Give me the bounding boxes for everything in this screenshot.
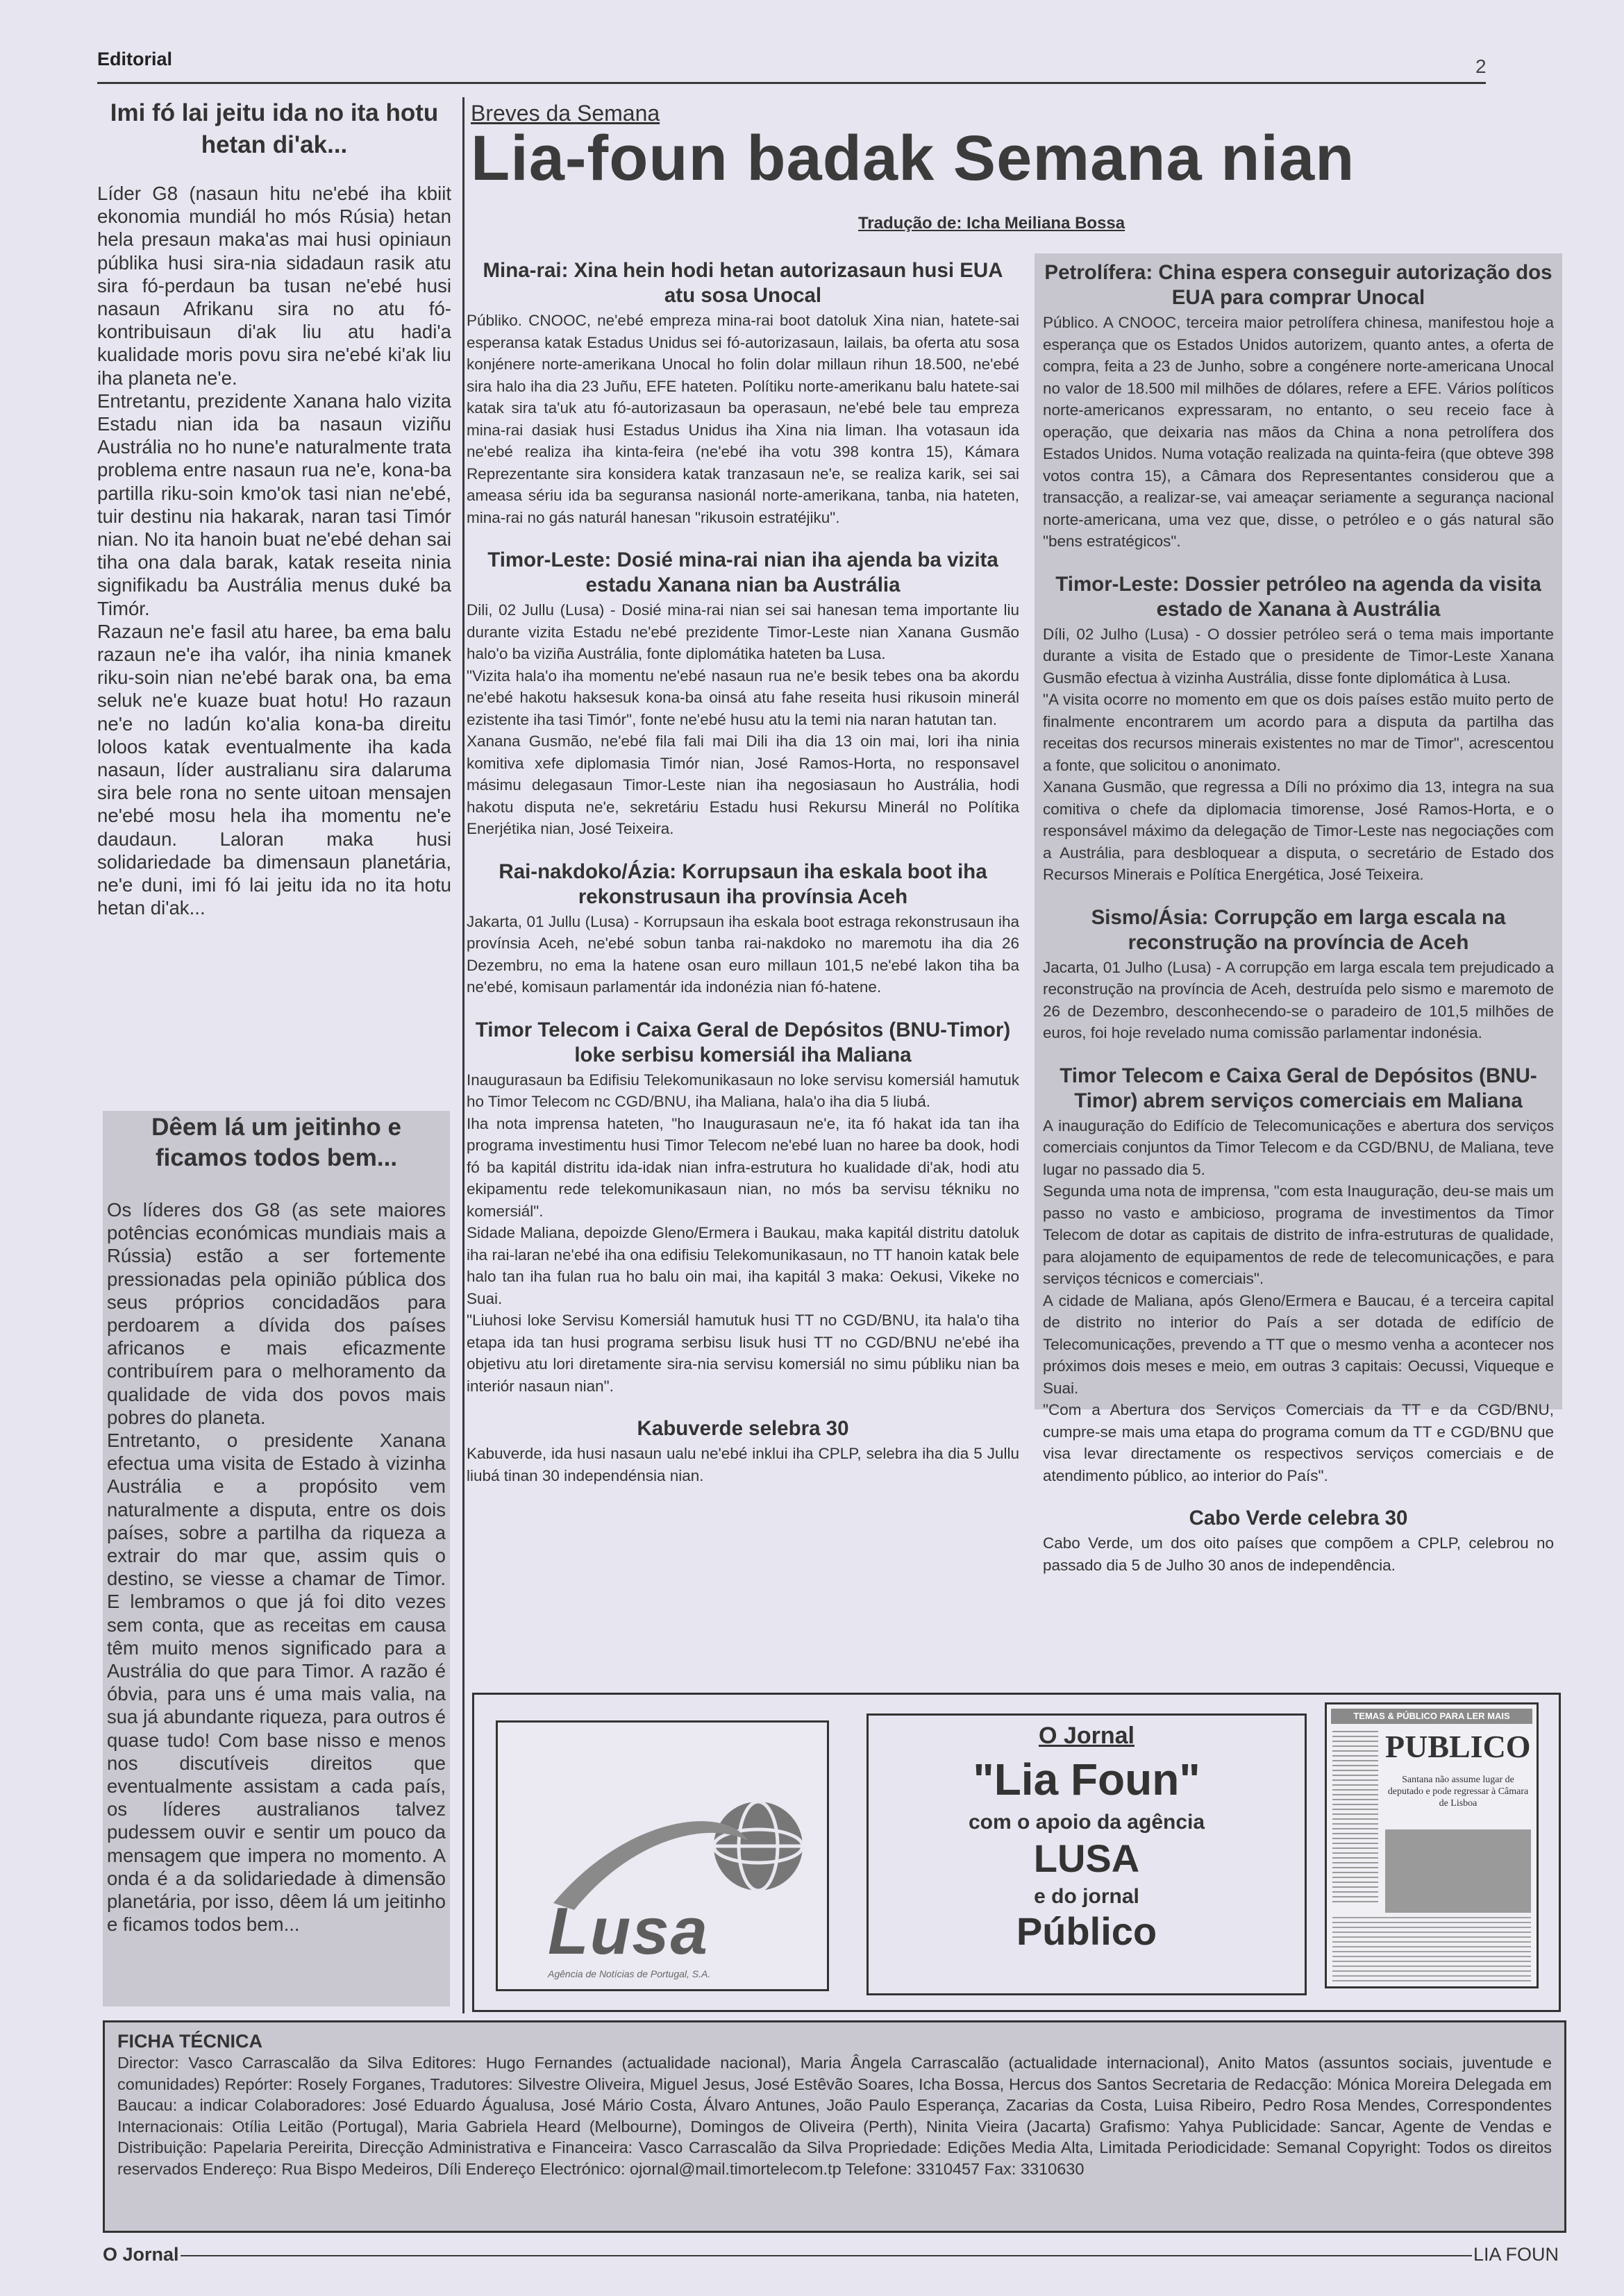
lusa-wordmark: Lusa: [548, 1894, 710, 1968]
ficha-tecnica: [103, 2020, 1566, 2233]
news-title: Timor Telecom i Caixa Geral de Depósitos (BNU-Timor) loke serbisu komersiál iha Maliana: [475, 1018, 1011, 1066]
footer-left: O Jornal: [103, 2244, 179, 2265]
paragraph: "Liuhosi loke Servisu Komersiál hamutuk husi TT no CGD/BNU, ita hala'o tiha etapa ida tan husi programa serbisu lisuk husi TT no CGD/BNU ne'ebé iha objetivu atu lori diretamente sira-nia servisu komersiál no simu públiku nian ba interiór nasaun nian".: [467, 1312, 1019, 1395]
news-column-pt: [1035, 253, 1562, 1574]
editorial-pt-title: Dêem lá um jeitinho e ficamos todos bem...: [151, 1114, 401, 1171]
paragraph: Entretanto, o presidente Xanana efectua uma visita de Estado à vizinha Austrália e a propósito vem naturalmente a disputa, entre os dois países, sobre a partilha da riqueza a extrair do mar que, assim quis o destino, se viesse a chamar de Timor. E lembramos o que já foi dito vezes sem conta, que as receitas em causa têm muito menos significado para a Austrália do que para Timor. A razão é óbvia, para uns é uma mais valia, na sua já abundante riqueza, para outros é quase tudo! Com base nisso e menos nos discutíveis direitos que eventualmente assistam a cada país, os líderes australianos talvez pudessem ouvir e sentir um pouco da mensagem que impera no momento. A onda é a da solidariedade à dimensão planetária, por isso, dêem lá um jeitinho e ficamos todos bem...: [107, 1430, 446, 1936]
news-item: [467, 258, 1019, 528]
jornal-kicker: O Jornal: [1039, 1723, 1135, 1749]
paragraph: Dili, 02 Jullu (Lusa) - Dosié mina-rai nian sei sai hanesan tema importante liu durante vizita Estadu ne'ebé prezidente Timor-Leste nian Xanana Gusmão halo'o ba viziña Austrália, fonte diplomátika hateten ba Lusa.: [467, 601, 1019, 662]
news-title: Petrolífera: China espera conseguir autorização dos EUA para comprar Unocal: [1044, 261, 1552, 309]
editorial-pt-body: [107, 1198, 446, 1936]
header-rule: [97, 82, 1486, 84]
editorial-pt: [103, 1111, 450, 2006]
paragraph: Razaun ne'e fasil atu haree, ba ema balu razaun ne'e iha valór, iha ninia kmanek riku-soin nian ne'ebé barak ona, ba ema seluk ne'e kuaze buat hotu! Ho razaun ne'e no ladún ko'alia kona-ba direitu loloos katak eventualmente iha kada nasaun, líder australianu sira dalaruma sira bele rona no sente uitoan mensajen ne'ebé mosu hela iha momentu ne'e daudaun. Laloran maka husi solidariedade ba dimensaun planetária, ne'e duni, imi fó lai jeitu ida no ita hotu hetan di'ak...: [97, 620, 451, 919]
paragraph: Xanana Gusmão, que regressa a Díli no próximo dia 13, integra na sua comitiva o chefe da diplomacia timorense, José Ramos-Horta, e o responsável máximo da delegação de Timor-Leste nas negociações com a Austrália, para desbloquear a disputa, o secretário de Estado dos Recursos Minerais e Política Energética, José Teixeira.: [1043, 778, 1554, 883]
paragraph: Cabo Verde, um dos oito países que compõem a CPLP, celebrou no passado dia 5 de Julho 30 anos de independência.: [1043, 1534, 1554, 1574]
jornal-box: [867, 1713, 1307, 1995]
thumb-masthead: PUBLICO: [1385, 1729, 1531, 1764]
footer-right: LIA FOUN: [1473, 2244, 1559, 2265]
paragraph: Entretantu, prezidente Xanana halo vizita Estadu nian ida ba nasaun viziñu Austrália no ho nune'e naturalmente trata problema entre nasaun rua ne'e, kona-ba partilla riku-soin kmo'ok tasi nian ne'ebé, tuir destinu nia hakarak, naran tasi Timór nian. No ita hanoin buat ne'ebé dehan sai tiha ona dala barak, katak reseita ninia signifikadu ba Austrália menus duké ba Timór.: [97, 389, 451, 619]
news-column-tetum: [467, 258, 1019, 1506]
news-item: [467, 1018, 1019, 1398]
jornal-line2: e do jornal: [1034, 1885, 1139, 1908]
lusa-logo-box: [496, 1720, 829, 1991]
jornal-paper: Público: [1016, 1909, 1157, 1953]
news-item: [467, 1416, 1019, 1486]
paragraph: Iha nota imprensa hateten, "ho Inaugurasaun ne'e, ita fó hakat ida tan iha programa investimentu husi Timor Telecom ne'ebé luan no haree ba dook, hodi fó ba kapitál distritu ida-idak nian infra-estrutura ho kualidade di'ak, hodi atu ekipamentu rede telekomunikasaun nian, no mós ba servisu tékniku no komersiál".: [467, 1114, 1019, 1220]
paragraph: "Com a Abertura dos Serviços Comerciais da TT e da CGD/BNU, cumpre-se mais uma etapa do programa comum da TT e CGD/BNU que visa levar directamente os respectivos serviços comerciais e de atendimento público, ao interior do País".: [1043, 1401, 1554, 1484]
news-title: Cabo Verde celebra 30: [1189, 1507, 1408, 1530]
page-headline: Lia-foun badak Semana nian: [471, 123, 1355, 194]
section-label: Editorial: [97, 49, 173, 69]
news-item: [1043, 1506, 1554, 1576]
translation-credit: Tradução de: Icha Meiliana Bossa: [858, 214, 1125, 233]
news-item: [1043, 572, 1554, 886]
paragraph: Públiko. CNOOC, ne'ebé empreza mina-rai boot datoluk Xina nian, hatete-sai esperansa katak Estadus Unidus sei fó-autorizasaun, lailais, ba oferta atu sosa konjénere norte-amerikana Unocal ho folin dolar millaun rihun 18.500, ne'ebé sira halo iha dia 23 Juñu, EFE hateten. Polítiku norte-amerikanu balu hatete-sai katak sira ta'uk atu fó-autorizasaun ba operasaun, ne'ebé bele tau empreza mina-rai dasiak husi Estadus Unidus iha Xina nia liman. Iha votasaun ida ne'ebé realiza iha kinta-feira (ne'ebé iha votu 398 kontra 15), Kámara Reprezentante sira konsidera katak tranzasaun ne'e, se realiza karik, sei sai ameasa sériu ida ba seguransa nasionál norte-amerikana, tanba, nia hateten, mina-rai no gás naturál hanesan "rikusoin estratéjiku".: [467, 312, 1019, 526]
thumb-column-text: [1332, 1731, 1378, 1904]
news-title: Mina-rai: Xina hein hodi hetan autorizasaun husi EUA atu sosa Unocal: [483, 259, 1003, 307]
paragraph: Xanana Gusmão, ne'ebé fila fali mai Dili iha dia 13 oin mai, lori iha ninia komitiva xefe diplomasia Timór nian, José Ramos-Horta, no responsavel másimu delegasaun Timor-Leste nian iha negosiasaun ho Austrália, hodi hakotu disputa ne'e, sekretáriu Estadu husi Rekursu Minerál no Polítika Enerjétika nian, José Teixeira.: [467, 732, 1019, 837]
paragraph: Kabuverde, ida husi nasaun ualu ne'ebé inklui iha CPLP, selebra iha dia 5 Jullu liubá tinan 30 independénsia nian.: [467, 1445, 1019, 1484]
thumb-photo: [1385, 1829, 1531, 1913]
footer-rule: [181, 2255, 1472, 2256]
paragraph: Sidade Maliana, depoizde Gleno/Ermera i Baukau, maka kapitál distritu datoluk iha rai-laran ne'ebé iha ona edifisiu Telekomunikasaun, no TT hanoin katak bele halo tan iha fulan rua ho balu oin mai, iha kapitál 3 maka: Oekusi, Vikeke no Suai.: [467, 1224, 1019, 1307]
jornal-line1: com o apoio da agência: [968, 1811, 1205, 1834]
paragraph: "Vizita hala'o iha momentu ne'ebé nasaun rua ne'e besik tebes ona ba akordu ne'ebé hakotu haksesuk kona-ba oinsá atu fahe reseita husi rikusoin minerál ezistente iha tasi Timór", fonte ne'ebé husu atu la temi nia naran hatutan tan.: [467, 667, 1019, 728]
paragraph: Jacarta, 01 Julho (Lusa) - A corrupção em larga escala tem prejudicado a reconstrução na província de Aceh, destruída pelo sismo e maremoto de 26 de Dezembro, desconhecendo-se o paradeiro de 101,5 milhões de euros, foi hoje revelado numa comissão parlamentar indonésia.: [1043, 958, 1554, 1041]
page-number: 2: [1475, 56, 1487, 77]
editorial-tetum-title: Imi fó lai jeitu ida no ita hotu hetan di'ak...: [110, 99, 439, 158]
news-title: Timor-Leste: Dosié mina-rai nian iha ajenda ba vizita estadu Xanana nian ba Austrália: [487, 548, 998, 596]
ficha-title: FICHA TÉCNICA: [117, 2031, 262, 2052]
editorial-tetum-body: [97, 182, 451, 920]
thumb-headline: Santana não assume lugar de deputado e pode regressar à Câmara de Lisboa: [1387, 1775, 1529, 1809]
lusa-tagline: Agência de Notícias de Portugal, S.A.: [548, 1968, 711, 1979]
thumb-banner: TEMAS & PÚBLICO PARA LER MAIS: [1331, 1709, 1532, 1724]
paragraph: A inauguração do Edifício de Telecomunicações e abertura dos serviços comerciais conjuntos da Timor Telecom e da CGD/BNU, de Maliana, teve lugar no passado dia 5.: [1043, 1116, 1554, 1178]
jornal-name: "Lia Foun": [973, 1754, 1200, 1804]
news-title: Kabuverde selebra 30: [637, 1417, 849, 1440]
news-title: Timor Telecom e Caixa Geral de Depósitos (BNU-Timor) abrem serviços comerciais em Maliana: [1060, 1064, 1537, 1112]
paragraph: Inaugurasaun ba Edifisiu Telekomunikasaun no loke servisu komersiál hamutuk ho Timor Telecom nc CGD/BNU, iha Maliana, hala'o iha dia 5 liubá.: [467, 1071, 1019, 1110]
paragraph: Público. A CNOOC, terceira maior petrolífera chinesa, manifestou hoje a esperança que os Estados Unidos autorizem, quanto antes, a oferta de compra, feita a 23 de Junho, sobre a congénere norte-americana Unocal no valor de 18.500 mil milhões de dólares, refere a EFE. Vários políticos norte-americanos expressaram, no entanto, o seu receio face à operação, que deixaria nas mãos da China a nona petrolífera dos Estados Unidos. Numa votação realizada na quinta-feira (que obteve 398 votos contra 15), a Câmara dos Representantes considerou que a transacção, a realizar-se, vai ameaçar seriamente a segurança nacional norte-americana, uma vez que, disse, o petróleo e o gás natural são "bens estratégicos".: [1043, 314, 1554, 550]
news-title: Rai-nakdoko/Ázia: Korrupsaun iha eskala boot iha rekonstrusaun iha provínsia Aceh: [499, 860, 987, 908]
column-rule: [462, 97, 464, 2013]
news-item: [467, 860, 1019, 998]
news-item: [1043, 1064, 1554, 1487]
paragraph: "A visita ocorre no momento em que os dois países estão muito perto de finalmente encontrarem um acordo para a disputa da partilha das receitas dos recursos minerais existentes no mar de Timor", acrescentou a fonte, que solicitou o anonimato.: [1043, 691, 1554, 774]
thumb-body-text: [1332, 1917, 1531, 1984]
section-kicker: Breves da Semana: [471, 101, 660, 126]
paragraph: Os líderes dos G8 (as sete maiores potências económicas mundiais mais a Rússia) estão a ser fortemente pressionadas pela opinião pública dos seus próprios concidadãos para perdoarem a dívida dos países africanos e mais eficazmente contribuírem para o melhoramento da qualidade de vida dos povos mais pobres do planeta.: [107, 1199, 446, 1428]
news-item: [1043, 260, 1554, 553]
news-item: [1043, 905, 1554, 1044]
paragraph: Díli, 02 Julho (Lusa) - O dossier petróleo será o tema mais importante durante a visita de Estado que o presidente de Timor-Leste Xanana Gusmão efectua à vizinha Austrália, disse fonte diplomática à Lusa.: [1043, 625, 1554, 687]
publico-thumbnail: [1325, 1702, 1539, 1988]
news-title: Timor-Leste: Dossier petróleo na agenda da visita estado de Xanana à Austrália: [1055, 572, 1541, 621]
paragraph: A cidade de Maliana, após Gleno/Ermera e Baucau, é a terceira capital de distrito no interior do País a ser dotada de edifício de Telecomunicações, prevendo a TT que o mesmo venha a acontecer nos próximos dois meses e meio, em outras 3 capitais: Oecussi, Viqueque e Suai.: [1043, 1291, 1554, 1397]
ficha-text: Director: Vasco Carrascalão da Silva Editores: Hugo Fernandes (actualidade nacional), Maria Ângela Carrascalão (actualidade internacional), Anito Matos (assuntos sociais, juventude e comunidades) Repórter: Rosely Forganes, Tradutores: Silvestre Oliveira, Miguel Jesus, José Estêvão Soares, Icha Bossa, Hercus dos Santos Secretaria de Redacção: Mónica Moreira Delegada em Baucau: a indicar Colaboradores: José Eduardo Águalusa, José Mário Costa, Álvaro Antunes, João Paulo Esperança, Zacarias da Costa, Luisa Ribeiro, Pedro Rosa Mendes, Correspondentes Internacionais: Otília Leitão (Portugal), Maria Gabriela Heard (Melbourne), Domingos de Oliveira (Perth), Ninita Vieira (Jacarta) Grafismo: Yahya Publicidade: Sancar, Agente de Vendas e Distribuição: Papelaria Pereirita, Direcção Administrativa e Financeira: Vasco Carrascalão da Silva Propriedade: Edições Media Alta, Limitada Periodicidade: Semanal Copyright: Todos os direitos reservados Endereço: Rua Bispo Medeiros, Díli Endereço Electrónico: ojornal@mail.timortelecom.tp Telefone: 3310457 Fax: 3310630: [117, 2054, 1552, 2178]
paragraph: Líder G8 (nasaun hitu ne'ebé iha kbiit ekonomia mundiál ho mós Rúsia) hetan hela presaun maka'as mai husi opiniaun públika husi sira-nia sidadaun rasik atu sira fó-perdaun ba tusan ne'ebé husi nasaun Afrikanu sira no atu fó-kontribuisaun di'ak liu atu hadi'a kualidade moris povu sira ne'ebé ki'ak liu iha planeta ne'e.: [97, 183, 451, 389]
jornal-agency: LUSA: [1033, 1836, 1140, 1880]
news-title: Sismo/Ásia: Corrupção em larga escala na reconstrução na província de Aceh: [1091, 905, 1506, 954]
news-item: [467, 548, 1019, 840]
editorial-tetum: [97, 97, 451, 920]
paragraph: Segunda uma nota de imprensa, "com esta Inauguração, deu-se mais um passo no vasto e ambicioso, programa de investimentos da Timor Telecom de dotar as capitais de distrito de infra-estruturas de qualidade, para alojamento de equipamentos de rede de telecomunicações, e para serviços técnicos e comerciais".: [1043, 1182, 1554, 1287]
paragraph: Jakarta, 01 Jullu (Lusa) - Korrupsaun iha eskala boot estraga rekonstrusaun iha provínsia Aceh, ne'ebé sobun tanba rai-nakdoko no maremotu iha dia 26 Dezembru, no ema la hatene osan euro millaun 101,5 ne'ebé lakon tiha ba ne'ebé, komisaun parlamentár ida indonézia nian fó-hatene.: [467, 912, 1019, 996]
